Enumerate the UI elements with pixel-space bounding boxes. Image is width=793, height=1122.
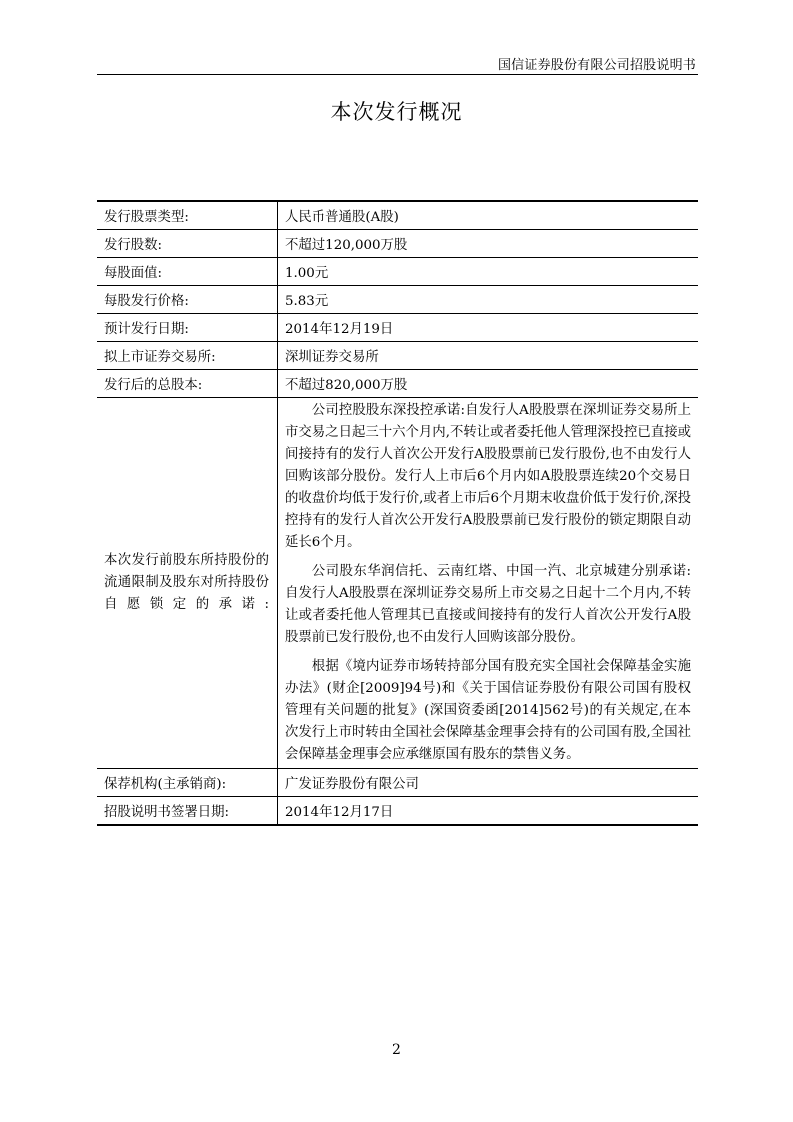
commitment-paragraph-2: 公司股东华润信托、云南红塔、中国一汽、北京城建分别承诺:自发行人A股股票在深圳证券交易所上市交易之日起十二个月内,不转让或者委托他人管理其已直接或间接持有的发行人首次公开发行A股股票前已发行股份,也不由发行人回购该部分股份。 <box>285 564 691 645</box>
table-row <box>97 769 698 797</box>
row-value-commitment <box>278 398 699 769</box>
row-value-exchange: 深圳证券交易所 <box>278 342 699 370</box>
table-row <box>97 230 698 258</box>
table-row <box>97 797 698 826</box>
row-value-sign-date: 2014年12月17日 <box>285 805 394 820</box>
table-row <box>97 398 698 769</box>
page-header <box>97 48 698 75</box>
header-text: 国信证券股份有限公司招股说明书 <box>497 58 696 73</box>
table-row <box>97 370 698 398</box>
table-row <box>97 314 698 342</box>
row-label-share-count: 发行股数: <box>97 230 278 258</box>
row-value-sponsor: 广发证券股份有限公司 <box>278 769 699 797</box>
row-label-issue-price: 每股发行价格: <box>97 286 278 314</box>
page-number: 2 <box>392 1042 401 1058</box>
table-row <box>97 258 698 286</box>
row-value-issue-date: 2014年12月19日 <box>278 314 699 342</box>
row-value-par-value: 1.00元 <box>278 258 699 286</box>
row-value-total-capital: 不超过820,000万股 <box>278 370 699 398</box>
row-label-sponsor: 保荐机构(主承销商): <box>97 769 278 797</box>
table-row <box>97 201 698 230</box>
row-value-stock-type: 人民币普通股(A股) <box>278 201 699 230</box>
row-label-exchange: 拟上市证券交易所: <box>97 342 278 370</box>
row-label-issue-date: 预计发行日期: <box>97 314 278 342</box>
table-row <box>97 286 698 314</box>
row-value-share-count: 不超过120,000万股 <box>278 230 699 258</box>
commitment-paragraph-3: 根据《境内证券市场转持部分国有股充实全国社会保障基金实施办法》(财企[2009]94号)和《关于国信证券股份有限公司国有股权管理有关问题的批复》(深国资委函[2014]562号)的有关规定,在本次发行上市时转由全国社会保障基金理事会持有的公司国有股,全国社会保障基金理事会应承继原国有股东的禁售义务。 <box>285 659 691 762</box>
row-label-stock-type: 发行股票类型: <box>97 201 278 230</box>
row-label-total-capital: 发行后的总股本: <box>97 370 278 398</box>
row-label-sign-date: 招股说明书签署日期: <box>97 797 278 826</box>
row-label-commitment: 本次发行前股东所持股份的流通限制及股东对所持股份自愿锁定的承诺: <box>97 398 278 769</box>
page-title: 本次发行概况 <box>330 100 463 124</box>
commitment-paragraph-1: 公司控股股东深投控承诺:自发行人A股股票在深圳证券交易所上市交易之日起三十六个月内,不转让或者委托他人管理深投控已直接或间接持有的发行人首次公开发行A股股票前已发行股份,也不由发行人回购该部分股份。发行人上市后6个月内如A股股票连续20个交易日的收盘价均低于发行价,或者上市后6个月期末收盘价低于发行价,深投控持有的发行人首次公开发行A股股票前已发行股份的锁定期限自动延长6个月。 <box>285 403 691 550</box>
table-row <box>97 342 698 370</box>
row-value-issue-price: 5.83元 <box>278 286 699 314</box>
issuance-overview-table <box>97 200 698 826</box>
row-label-par-value: 每股面值: <box>97 258 278 286</box>
